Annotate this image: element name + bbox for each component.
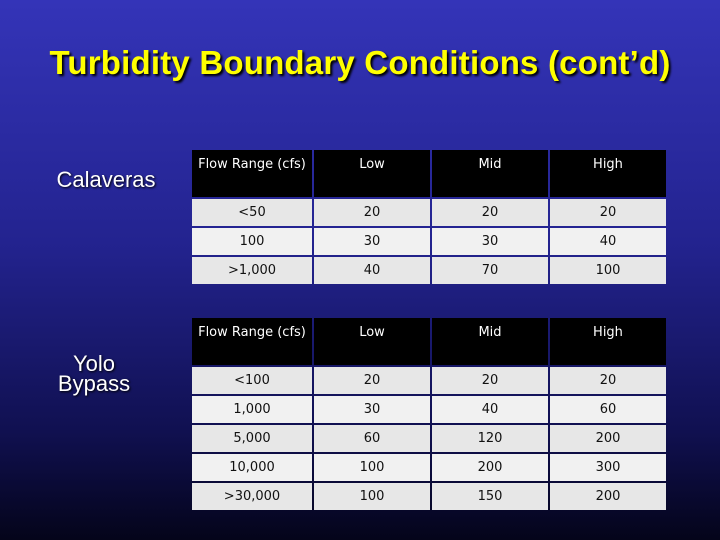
cell-flow: 5,000 (192, 425, 312, 452)
cell-flow: 10,000 (192, 454, 312, 481)
table-row (192, 257, 666, 284)
header-high: High (550, 150, 666, 197)
cell-mid: 200 (432, 454, 548, 481)
cell-flow: 1,000 (192, 396, 312, 423)
cell-low: 30 (314, 228, 430, 255)
cell-low: 20 (314, 367, 430, 394)
cell-mid: 120 (432, 425, 548, 452)
cell-high: 20 (550, 367, 666, 394)
header-high: High (550, 318, 666, 365)
cell-low: 20 (314, 199, 430, 226)
header-mid: Mid (432, 150, 548, 197)
header-mid: Mid (432, 318, 548, 365)
cell-low: 40 (314, 257, 430, 284)
cell-high: 40 (550, 228, 666, 255)
cell-mid: 40 (432, 396, 548, 423)
table-row (192, 454, 666, 481)
yolo-label-line2: Bypass (57, 371, 131, 396)
yolo-label-line1: Yolo (72, 351, 115, 376)
table-row (192, 199, 666, 226)
cell-mid: 30 (432, 228, 548, 255)
table-header-row (192, 318, 666, 365)
cell-flow: <50 (192, 199, 312, 226)
cell-low: 30 (314, 396, 430, 423)
calaveras-label: Calaveras (56, 167, 156, 192)
cell-high: 300 (550, 454, 666, 481)
table-row (192, 425, 666, 452)
cell-mid: 70 (432, 257, 548, 284)
cell-mid: 20 (432, 367, 548, 394)
calaveras-table (190, 148, 668, 286)
table-row (192, 367, 666, 394)
table-row (192, 396, 666, 423)
header-flow-range: Flow Range (cfs) (192, 150, 312, 197)
cell-high: 100 (550, 257, 666, 284)
table-row (192, 228, 666, 255)
cell-flow: 100 (192, 228, 312, 255)
yolo-bypass-table (190, 316, 668, 512)
header-flow-range: Flow Range (cfs) (192, 318, 312, 365)
cell-flow: >1,000 (192, 257, 312, 284)
cell-flow: <100 (192, 367, 312, 394)
table-row (192, 483, 666, 510)
cell-low: 60 (314, 425, 430, 452)
header-low: Low (314, 318, 430, 365)
cell-low: 100 (314, 454, 430, 481)
cell-high: 200 (550, 483, 666, 510)
cell-low: 100 (314, 483, 430, 510)
table-header-row (192, 150, 666, 197)
cell-flow: >30,000 (192, 483, 312, 510)
yolo-bypass-label (46, 351, 142, 396)
slide-title: Turbidity Boundary Conditions (cont’d) (49, 44, 671, 81)
cell-mid: 20 (432, 199, 548, 226)
cell-high: 60 (550, 396, 666, 423)
cell-high: 200 (550, 425, 666, 452)
cell-mid: 150 (432, 483, 548, 510)
cell-high: 20 (550, 199, 666, 226)
header-low: Low (314, 150, 430, 197)
